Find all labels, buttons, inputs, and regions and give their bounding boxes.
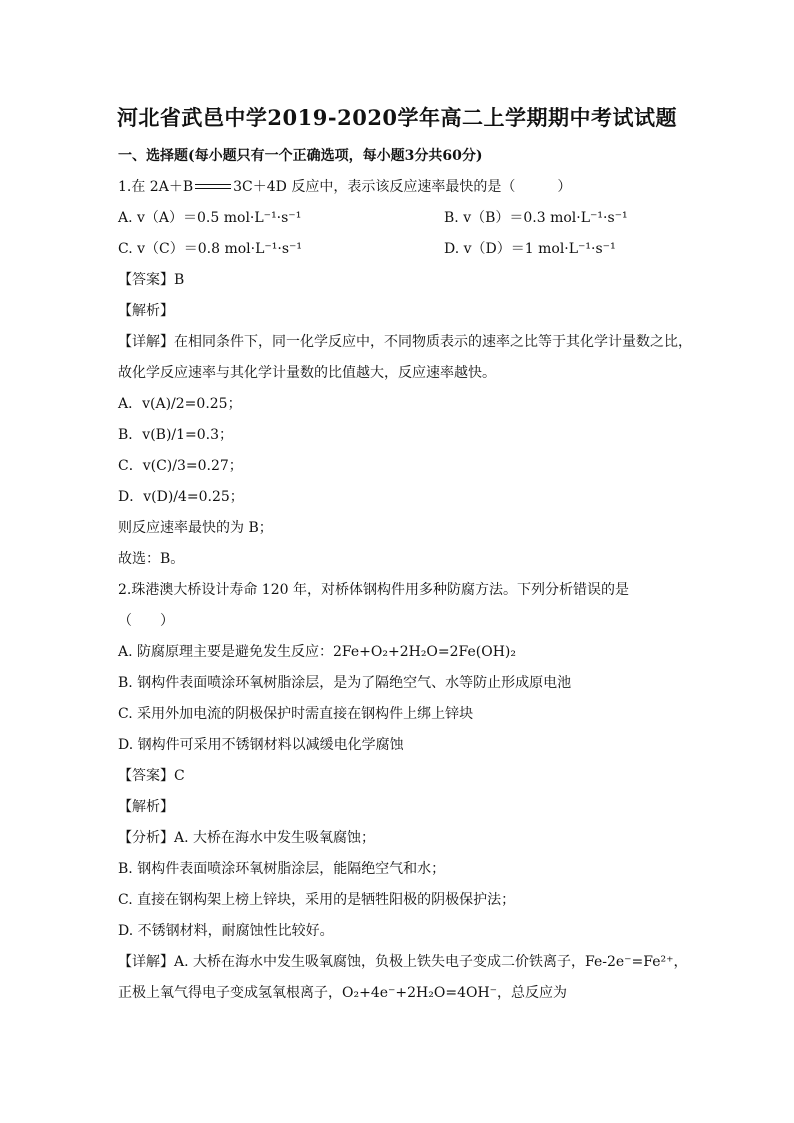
- question-1-answer: 【答案】B: [118, 272, 185, 288]
- question-1-detail-line-2: 故化学反应速率与其化学计量数的比值越大，反应速率越快。: [118, 365, 496, 381]
- question-2-option-a: A. 防腐原理主要是避免发生反应：2Fe+O₂+2H₂O=2Fe(OH)₂: [118, 644, 517, 660]
- question-2-stem-line-2: （ ）: [118, 613, 174, 629]
- question-2-analysis-label: 【解析】: [118, 799, 174, 815]
- question-1-calc-b: B．v(B)/1=0.3；: [118, 427, 234, 443]
- equilibrium-arrow-icon: [195, 183, 231, 191]
- question-2-stem-line-1: 2.珠港澳大桥设计寿命 120 年，对桥体钢构件用多种防腐方法。下列分析错误的是: [118, 582, 629, 598]
- question-1-option-b: B. v（B）＝0.3 mol·L⁻¹·s⁻¹: [444, 210, 628, 226]
- page-title: 河北省武邑中学2019-2020学年高二上学期期中考试试题: [116, 105, 678, 130]
- question-1-option-d: D. v（D）＝1 mol·L⁻¹·s⁻¹: [444, 241, 616, 257]
- question-2-option-d: D. 钢构件可采用不锈钢材料以减缓电化学腐蚀: [118, 737, 404, 753]
- question-1-conclusion: 则反应速率最快的为 B；: [118, 520, 273, 536]
- question-1-calc-a: A．v(A)/2=0.25；: [118, 396, 242, 412]
- question-1-choice: 故选：B。: [118, 551, 185, 567]
- question-1-stem: [118, 177, 571, 197]
- question-1-detail-line-1: 【详解】在相同条件下，同一化学反应中，不同物质表示的速率之比等于其化学计量数之比，: [118, 334, 692, 350]
- question-2-detail-line-1: 【详解】A. 大桥在海水中发生吸氧腐蚀，负极上铁失电子变成二价铁离子，Fe-2e⁻=Fe²⁺，: [118, 954, 688, 970]
- question-1-analysis-label: 【解析】: [118, 303, 174, 319]
- question-2-fenxi-c: C. 直接在钢构架上榜上锌块，采用的是牺牲阳极的阴极保护法；: [118, 892, 516, 908]
- question-1-option-a: A. v（A）＝0.5 mol·L⁻¹·s⁻¹: [118, 210, 302, 226]
- question-2-fenxi-a: 【分析】A. 大桥在海水中发生吸氧腐蚀；: [118, 830, 376, 846]
- question-2-detail-line-2: 正极上氧气得电子变成氢氧根离子，O₂+4e⁻+2H₂O=4OH⁻，总反应为: [118, 985, 568, 1001]
- question-2-option-c: C. 采用外加电流的阴极保护时需直接在钢构件上绑上锌块: [118, 706, 474, 722]
- question-1-option-c: C. v（C）＝0.8 mol·L⁻¹·s⁻¹: [118, 241, 303, 257]
- question-2-option-b: B. 钢构件表面喷涂环氧树脂涂层，是为了隔绝空气、水等防止形成原电池: [118, 675, 572, 691]
- question-2-answer: 【答案】C: [118, 768, 185, 784]
- section-heading: 一、选择题(每小题只有一个正确选项，每小题3分共60分): [118, 148, 483, 164]
- question-2-fenxi-d: D. 不锈钢材料，耐腐蚀性比较好。: [118, 923, 334, 939]
- question-1-calc-d: D．v(D)/4=0.25；: [118, 489, 244, 505]
- question-1-stem-pre: 1.在 2A＋B: [118, 179, 194, 195]
- question-1-stem-post: 3C＋4D 反应中，表示该反应速率最快的是（ ）: [233, 179, 572, 195]
- question-2-fenxi-b: B. 钢构件表面喷涂环氧树脂涂层，能隔绝空气和水；: [118, 861, 446, 877]
- question-1-calc-c: C．v(C)/3=0.27；: [118, 458, 243, 474]
